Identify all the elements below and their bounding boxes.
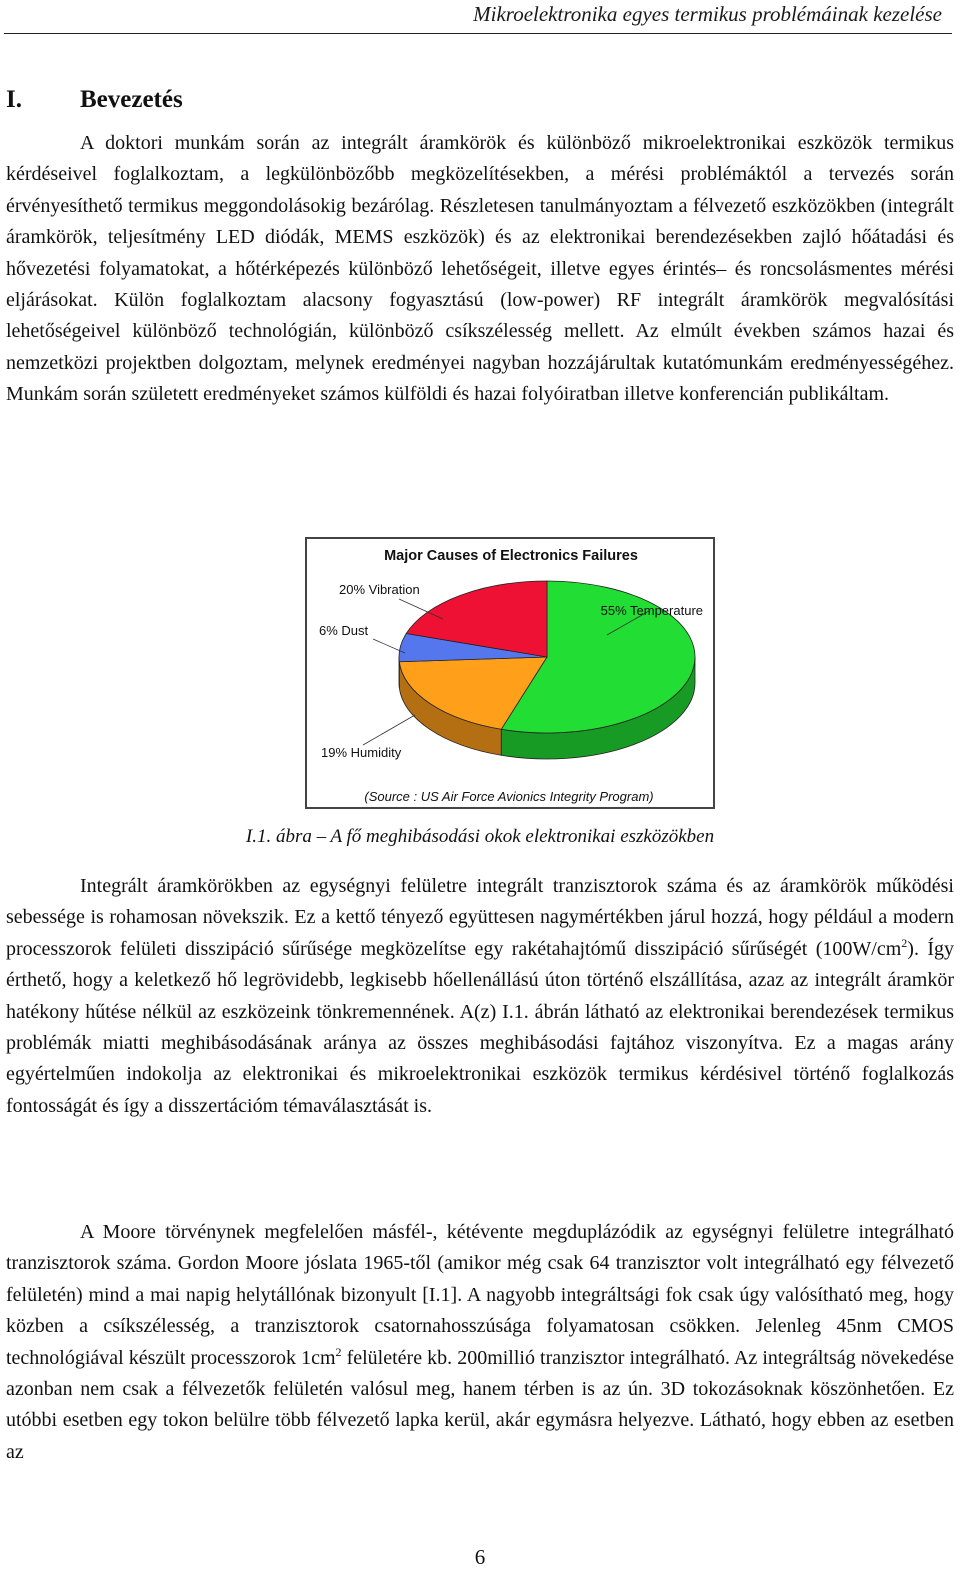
pie-label-3: 20% Vibration [339,582,420,597]
paragraph-moore-text-b: felületére kb. 200millió tranzisztor integrálható. Az integráltság növekedése azonban nem csak a félvezetők felületén valósul meg, hanem térben is az ún. 3D tokozásoknak köszönhetően. Ez utóbbi esetben egy tokon belülre több félvezető lapka kerül, akár egymásra helyezve. Látható, hogy ebben az esetben az [6,1346,954,1463]
pie-chart-figure [305,537,715,809]
paragraph-intro [6,128,954,411]
pie-label-1: 19% Humidity [321,745,402,760]
paragraph-moore-text-a: A Moore törvénynek megfelelően másfél-, kétévente megduplázódik az egységnyi felületre integrálható tranzisztorok száma. Gordon Moore jóslata 1965-től (amikor még csak 64 tranzisztor volt integrálható egy félvezető felületén) mind a mai napig helytállónak bizonyult [I.1]. A nagyobb integráltsági fok csak úgy valósítható meg, hogy közben a csíkszélesség, a tranzisztorok csatornahosszúsága folyamatosan csökken. Jelenleg 45nm CMOS technológiával készült processzorok 1cm [6,1221,954,1369]
pie-label-0: 55% Temperature [600,603,703,618]
superscript: 2 [335,1344,342,1359]
chapter-title: Bevezetés [80,86,183,113]
chapter-heading [6,86,183,114]
paragraph-moore [6,1217,954,1468]
superscript: 2 [901,935,908,950]
pie-label-2: 6% Dust [319,623,369,638]
pie-chart [307,539,713,807]
chart-source: (Source : US Air Force Avionics Integrity Program) [364,789,654,804]
paragraph-thermal-text-a: Integrált áramkörökben az egységnyi felületre integrált tranzisztorok száma és az áramkörök működési sebessége is rohamosan növekszik. Ez a kettő tényező együttesen nagymértékben járul hozzá, hogy például a modern processzorok felületi disszipáció sűrűsége megközelítse egy rakétahajtómű disszipáció sűrűségét (100W/cm [6,875,954,960]
page-number: 6 [474,1545,486,1569]
header-divider [4,33,952,34]
paragraph-intro-text: A doktori munkám során az integrált áramkörök és különböző mikroelektronikai eszközök termikus kérdéseivel foglalkoztam, a legkülönbözőbb megközelítésekben, a mérési problémáktól a tervezés során érvényesíthető termikus meggondolásokig bezárólag. Részletesen tanulmányoztam a félvezető eszközökben (integrált áramkörök, teljesítmény LED diódák, MEMS eszközök) és az elektronikai berendezésekben zajló hőátadási és hővezetési folyamatokat, a hőtérképezés különböző lehetőségeit, illetve egyes érintés– és roncsolásmentes mérési eljárásokat. Külön foglalkoztam alacsony fogyasztású (low-power) RF integrált áramkörök megvalósítási lehetőségeivel különböző technológián, különböző csíkszélesség mellett. Az elmúlt években számos hazai és nemzetközi projektben dolgoztam, melynek eredményei nagyban hozzájárultak kutatómunkám eredményességéhez. Munkám során született eredményeket számos külföldi és hazai folyóiratban illetve konferencián publikáltam. [6,132,954,406]
figure-caption: I.1. ábra – A fő meghibásodási okok elektronikai eszközökben [245,826,715,847]
paragraph-thermal [6,871,954,1122]
chart-title: Major Causes of Electronics Failures [384,548,638,564]
chapter-number: I. [6,86,22,113]
pie-leader-line-1 [363,715,415,745]
running-title: Mikroelektronika egyes termikus problémáinak kezelése [473,2,942,26]
paragraph-thermal-text-b: ). Így érthető, hogy a keletkező hő legrövidebb, legkisebb hőellenállású úton történő elszállítása, azaz az integrált áramkör hatékony hűtése nélkül az eszközeink tönkremennének. A(z) I.1. ábrán látható az elektronikai berendezések termikus problémák miatti meghibásodásának aránya az összes meghibásodási fajtához viszonyítva. Ez a magas arány egyértelműen indokolja az elektronikai és mikroelektronikai eszközök termikus kérdésivel történő foglalkozás fontosságát és így a disszertációm témaválasztását is. [6,937,954,1117]
